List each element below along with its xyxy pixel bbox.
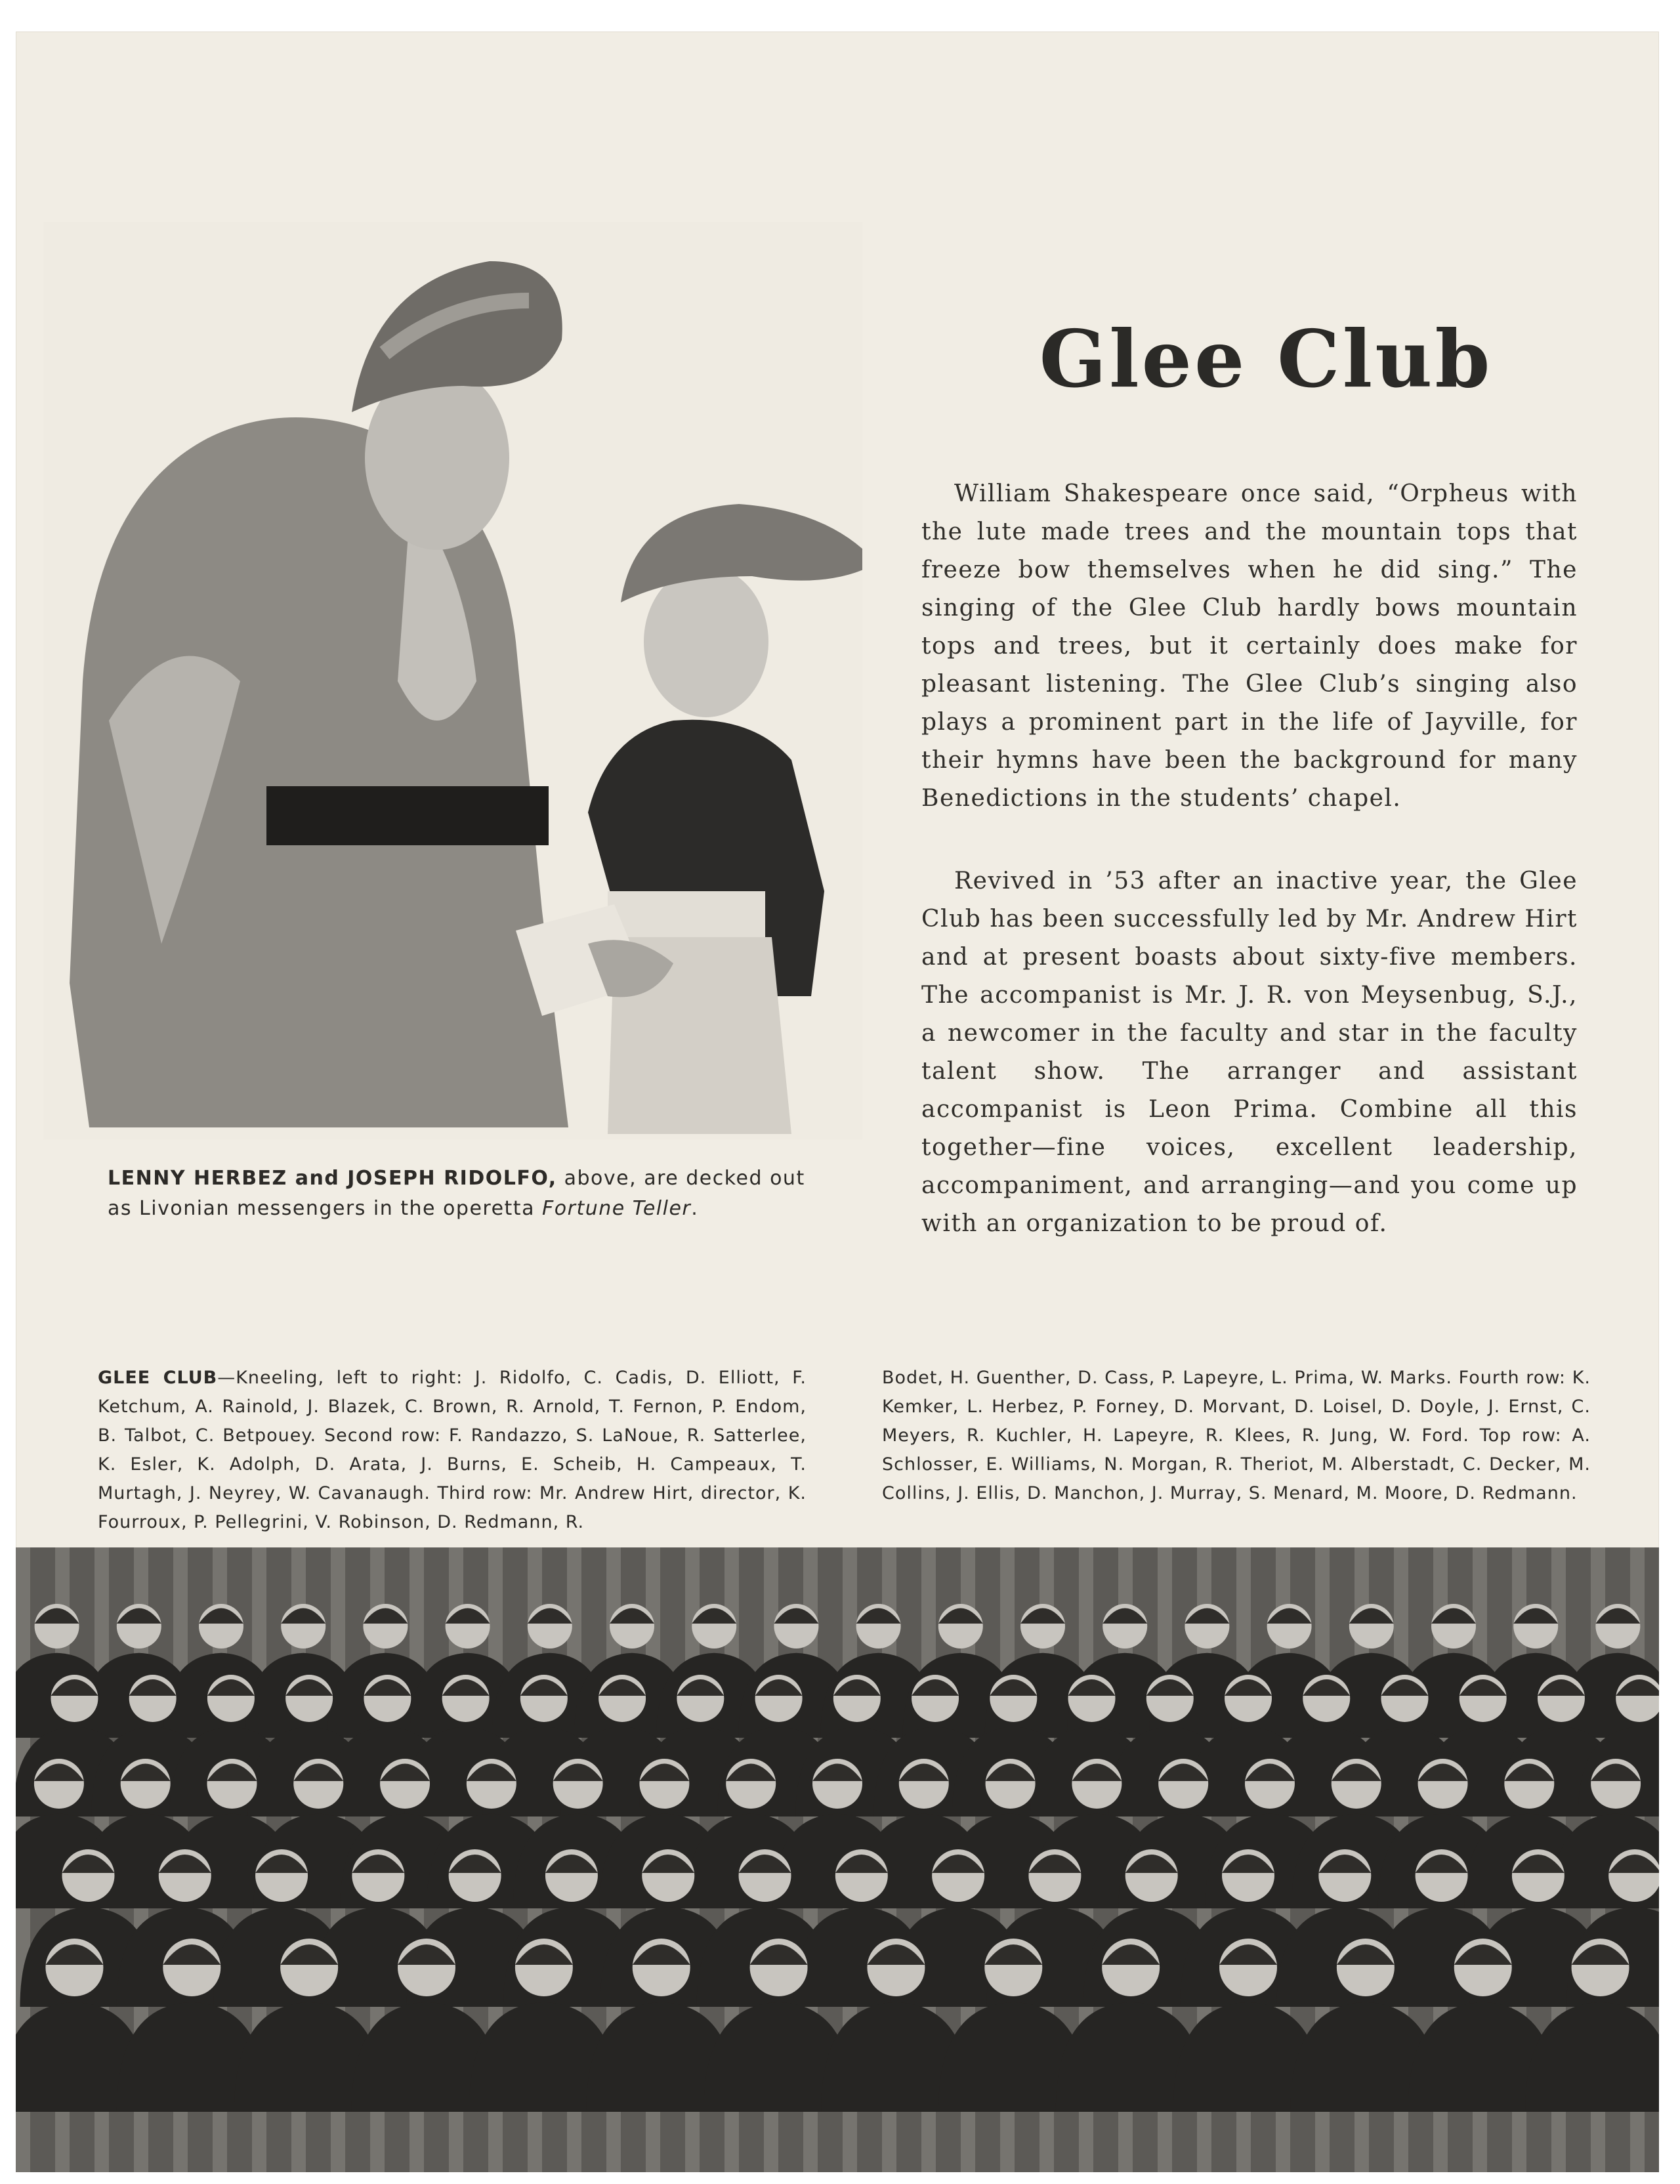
body-paragraph-1: William Shakespeare once said, “Orpheus with the lute made trees and the mountain tops that freeze bow themselves when he did sing.” The singing of the Glee Club hardly bows mountain tops and trees, but it certainly does make for pleasant listening. The Glee Club’s singing also plays a prominent part in the life of Jayville, for their hymns have been the background for many Benedictions in the students’ chapel.: [921, 480, 1578, 812]
roster-lead: GLEE CLUB: [98, 1368, 218, 1388]
short-performer-head: [644, 566, 768, 717]
roster-column-left: [98, 1364, 807, 1537]
performers-photo: [43, 222, 862, 1139]
body-paragraph-2: Revived in ’53 after an inactive year, the Glee Club has been successfully led by Mr. Andrew Hirt and at present boasts about sixty-five members. The accompanist is Mr. J. R. von Meysenbug, S.J., a newcomer in the faculty and star in the faculty talent show. The arranger and assistant accompanist is Leon Prima. Combine all this together—fine voices, excellent leadership, accompaniment, and arranging—and you come up with an organization to be proud of.: [921, 868, 1578, 1237]
short-performer-sash: [608, 891, 765, 937]
caption-names: LENNY HERBEZ and JOSEPH RIDOLFO,: [108, 1167, 557, 1190]
tall-performer-belt: [266, 786, 549, 845]
roster-left-text: —Kneeling, left to right: J. Ridolfo, C. Cadis, D. Elliott, F. Ketchum, A. Rainold, J. Blazek, C. Brown, R. Arnold, T. Fernon, P. Endom, B. Talbot, C. Betpouey. Second row: F. Randazzo, S. LaNoue, R. Satterlee, K. Esler, K. Adolph, D. Arata, J. Burns, E. Scheib, H. Campeaux, T. Murtagh, J. Neyrey, W. Cavanaugh. Third row: Mr. Andrew Hirt, director, K. Fourroux, P. Pellegrini, V. Robinson, D. Redmann, R.: [98, 1368, 807, 1532]
caption-end: .: [691, 1197, 699, 1220]
photo-caption: [108, 1164, 836, 1224]
glee-club-group-photo: [16, 1547, 1659, 2172]
yearbook-page: [16, 32, 1659, 2172]
caption-text: above, are decked out as Livonian messengers in the operetta: [108, 1167, 805, 1220]
page-title: Glee Club: [1039, 313, 1493, 406]
caption-operetta-title: Fortune Teller: [542, 1197, 692, 1220]
choir-rows: [16, 1604, 1659, 2112]
roster-column-right: Bodet, H. Guenther, D. Cass, P. Lapeyre, L. Prima, W. Marks. Fourth row: K. Kemker, L. Herbez, P. Forney, D. Morvant, D. Loisel, D. Doyle, J. Ernst, C. Meyers, R. Kuchler, H. Lapeyre, R. Klees, R. Jung, W. Ford. Top row: A. Schlosser, E. Williams, N. Morgan, R. Theriot, M. Alberstadt, C. Decker, M. Collins, J. Ellis, D. Manchon, J. Murray, S. Menard, M. Moore, D. Redmann.: [882, 1368, 1591, 1503]
